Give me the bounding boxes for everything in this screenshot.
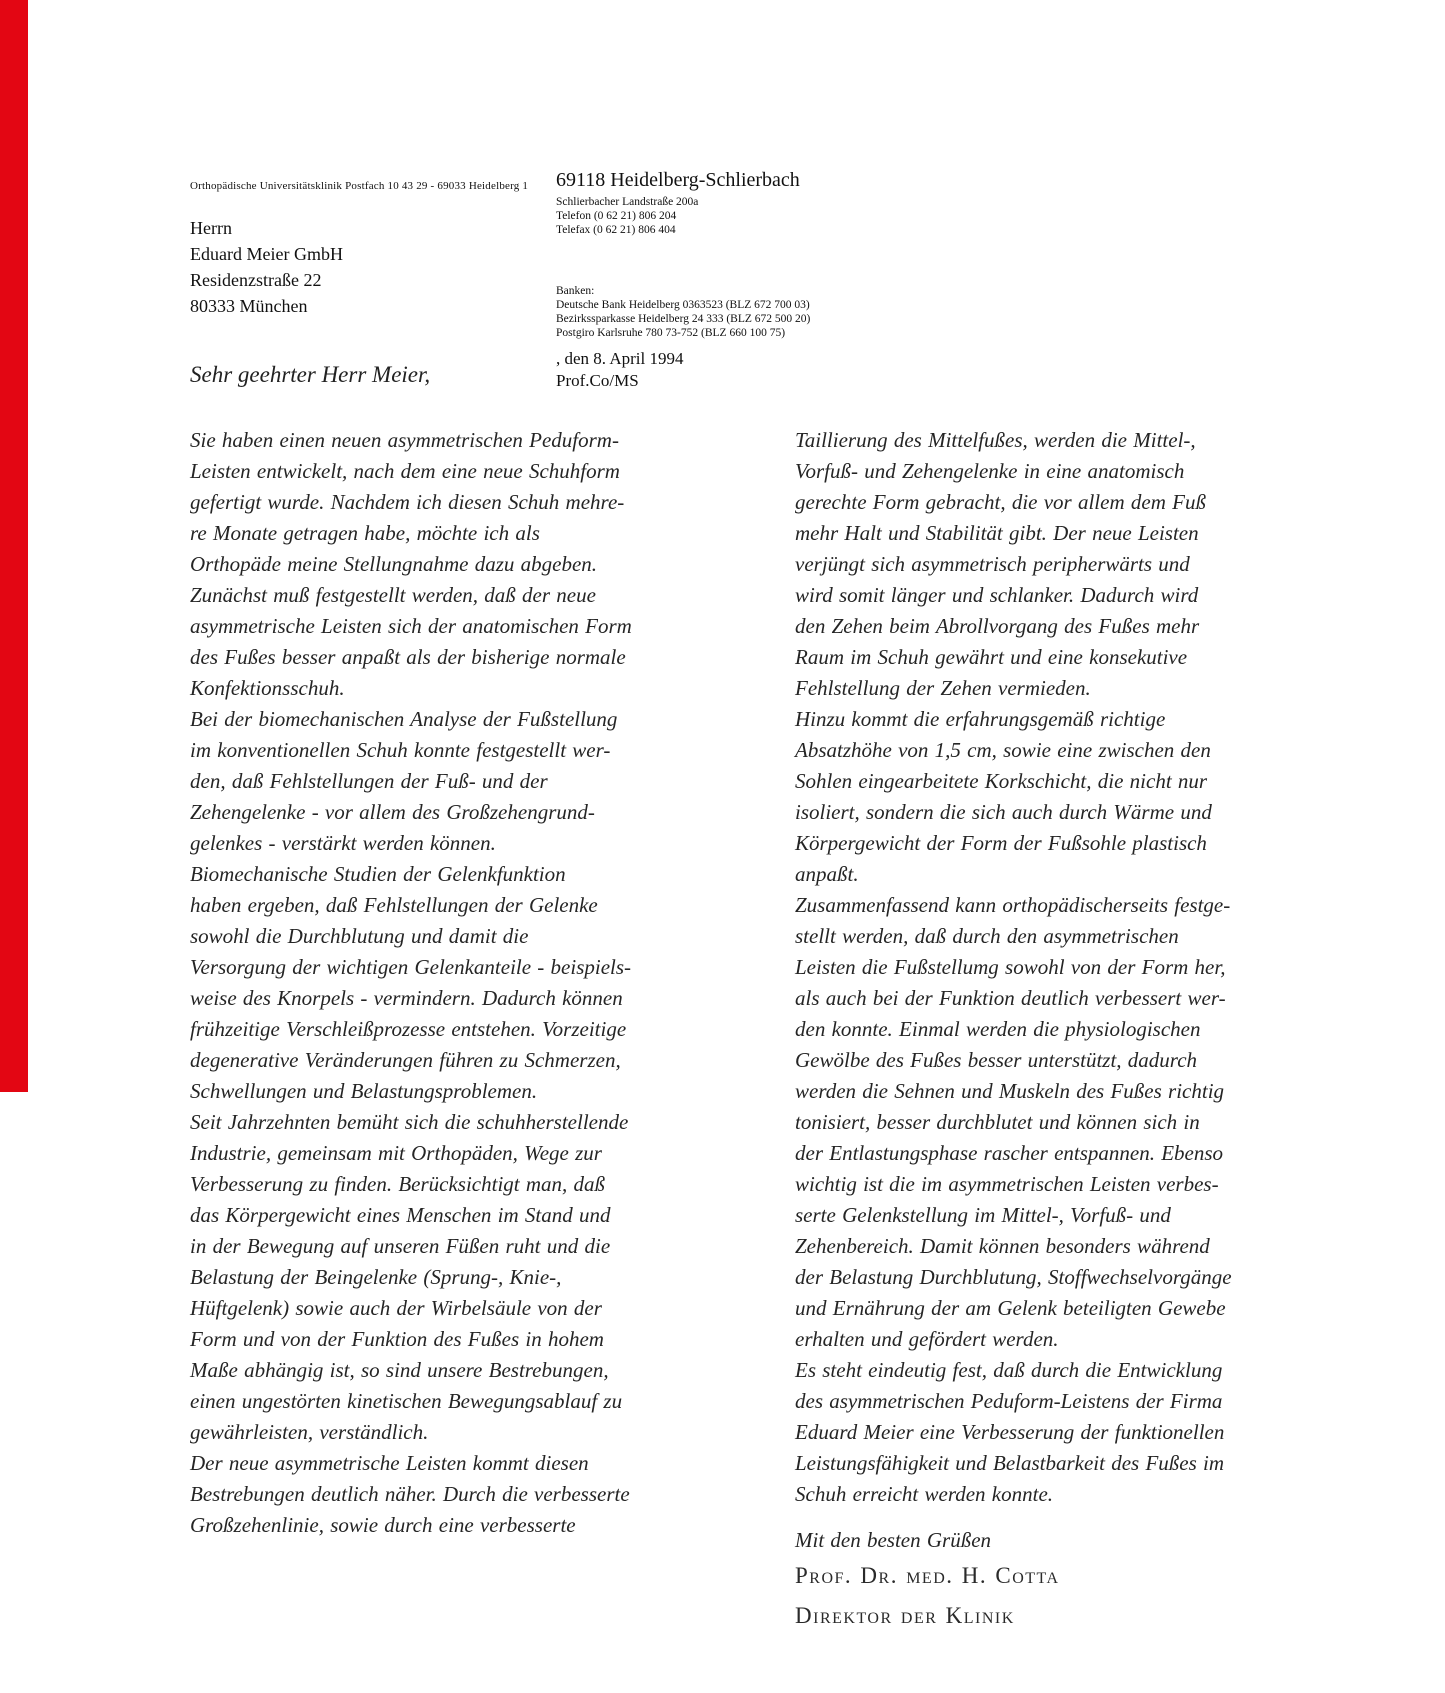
text-line: den konnte. Einmal werden die physiologischen (795, 1017, 1201, 1041)
text-line: erhalten und gefördert werden. (795, 1327, 1059, 1351)
text-line: Raum im Schuh gewährt und eine konsekutive (795, 645, 1188, 669)
text-line: , den 8. April 1994 (556, 349, 684, 368)
text-line: Schwellungen und Belastungsproblemen. (190, 1079, 538, 1103)
text-line: Zehengelenke - vor allem des Großzehengrund- (190, 800, 595, 824)
text-line: Zehenbereich. Damit können besonders während (795, 1234, 1210, 1258)
text-line: Absatzhöhe von 1,5 cm, sowie eine zwischen den (795, 738, 1211, 762)
text-line: Hüftgelenk) sowie auch der Wirbelsäule von der (190, 1296, 602, 1320)
text-line: gerechte Form gebracht, die vor allem dem Fuß (795, 490, 1206, 514)
body-left-column (190, 425, 690, 1541)
text-line: gefertigt wurde. Nachdem ich diesen Schuh mehre- (190, 490, 625, 514)
text-line: Banken: (556, 285, 595, 297)
body-right-column-lines (795, 425, 1295, 1510)
text-line: Telefon (0 62 21) 806 204 (556, 210, 677, 222)
office-contact-lines (556, 195, 800, 237)
text-line: Gewölbe des Fußes besser unterstützt, dadurch (795, 1048, 1198, 1072)
text-line: Belastung der Beingelenke (Sprung-, Knie-, (190, 1265, 562, 1289)
text-line: Schlierbacher Landstraße 200a (556, 196, 699, 208)
text-line: Es steht eindeutig fest, daß durch die Entwicklung (795, 1358, 1223, 1382)
text-line: stellt werden, daß durch den asymmetrischen (795, 924, 1179, 948)
text-line: des asymmetrischen Peduform-Leistens der Firma (795, 1389, 1223, 1413)
text-line: Residenzstraße 22 (190, 270, 322, 290)
text-line: das Körpergewicht eines Menschen im Stand und (190, 1203, 611, 1227)
text-line: des Fußes besser anpaßt als der bisherige normale (190, 645, 626, 669)
recipient-address-block (190, 215, 343, 293)
text-line: serte Gelenkstellung im Mittel-, Vorfuß- und (795, 1203, 1171, 1227)
text-line: Bestrebungen deutlich näher. Durch die verbesserte (190, 1482, 630, 1506)
text-line: verjüngt sich asymmetrisch peripherwärts und (795, 552, 1190, 576)
text-line: wird somit länger und schlanker. Dadurch wird (795, 583, 1199, 607)
text-line: gelenkes - verstärkt werden können. (190, 831, 496, 855)
text-line: Verbesserung zu finden. Berücksichtigt man, daß (190, 1172, 606, 1196)
text-line: Fehlstellung der Zehen vermieden. (795, 676, 1091, 700)
text-line: gewährleisten, verständlich. (190, 1420, 429, 1444)
text-line: weise des Knorpels - vermindern. Dadurch können (190, 986, 623, 1010)
signer-title: Direktor der Klinik (795, 1603, 1015, 1628)
text-line: frühzeitige Verschleißprozesse entstehen. Vorzeitige (190, 1017, 627, 1041)
text-line: als auch bei der Funktion deutlich verbessert wer- (795, 986, 1226, 1010)
text-line: einen ungestörten kinetischen Bewegungsablauf zu (190, 1389, 623, 1413)
text-line: Postgiro Karlsruhe 780 73-752 (BLZ 660 100 75) (556, 327, 786, 339)
text-line: Form und von der Funktion des Fußes in hohem (190, 1327, 604, 1351)
bank-details-block (556, 284, 810, 340)
text-line: Taillierung des Mittelfußes, werden die Mittel-, (795, 428, 1196, 452)
text-line: Zusammenfassend kann orthopädischerseits festge- (795, 893, 1231, 917)
text-line: Bei der biomechanischen Analyse der Fußstellung (190, 707, 618, 731)
text-line: Eduard Meier eine Verbesserung der funktionellen (795, 1420, 1225, 1444)
recipient-city: 80333 München (190, 296, 308, 316)
text-line: Prof.Co/MS (556, 371, 639, 390)
text-line: Konfektionsschuh. (190, 676, 345, 700)
text-line: Vorfuß- und Zehengelenke in eine anatomisch (795, 459, 1185, 483)
text-line: Orthopäde meine Stellungnahme dazu abgeben. (190, 552, 598, 576)
text-line: wichtig ist die im asymmetrischen Leisten verbes- (795, 1172, 1219, 1196)
text-line: Herrn (190, 218, 232, 238)
text-line: den Zehen beim Abrollvorgang des Fußes mehr (795, 614, 1200, 638)
text-line: in der Bewegung auf unseren Füßen ruht und die (190, 1234, 611, 1258)
body-right-column (795, 425, 1295, 1636)
sender-return-address: Orthopädische Universitätsklinik Postfach 10 43 29 - 69033 Heidelberg 1 (190, 180, 529, 192)
text-line: mehr Halt und Stabilität gibt. Der neue Leisten (795, 521, 1199, 545)
text-line: Hinzu kommt die erfahrungsgemäß richtige (795, 707, 1166, 731)
text-line: anpaßt. (795, 862, 859, 886)
text-line: der Entlastungsphase rascher entspannen. Ebenso (795, 1141, 1224, 1165)
text-line: Telefax (0 62 21) 806 404 (556, 224, 676, 236)
text-line: Zunächst muß festgestellt werden, daß der neue (190, 583, 596, 607)
text-line: Bezirkssparkasse Heidelberg 24 333 (BLZ 672 500 20) (556, 313, 811, 325)
text-line: Biomechanische Studien der Gelenkfunktion (190, 862, 566, 886)
text-line: Körpergewicht der Form der Fußsohle plastisch (795, 831, 1207, 855)
closing-greeting: Mit den besten Grüßen (795, 1528, 992, 1552)
text-line: werden die Sehnen und Muskeln des Fußes richtig (795, 1079, 1225, 1103)
office-city: 69118 Heidelberg-Schlierbach (556, 169, 800, 191)
text-line: Der neue asymmetrische Leisten kommt diesen (190, 1451, 589, 1475)
text-line: Industrie, gemeinsam mit Orthopäden, Wege zur (190, 1141, 602, 1165)
text-line: Deutsche Bank Heidelberg 0363523 (BLZ 672 700 03) (556, 299, 810, 311)
text-line: Schuh erreicht werden konnte. (795, 1482, 1054, 1506)
text-line: Maße abhängig ist, so sind unsere Bestrebungen, (190, 1358, 609, 1382)
text-line: re Monate getragen habe, möchte ich als (190, 521, 540, 545)
text-line: haben ergeben, daß Fehlstellungen der Gelenke (190, 893, 598, 917)
salutation: Sehr geehrter Herr Meier, (190, 362, 431, 387)
text-line: degenerative Veränderungen führen zu Schmerzen, (190, 1048, 621, 1072)
date-reference-block (556, 348, 684, 392)
text-line: der Belastung Durchblutung, Stoffwechselvorgänge (795, 1265, 1232, 1289)
red-edge-bar (0, 0, 28, 1092)
text-line: tonisiert, besser durchblutet und können sich in (795, 1110, 1200, 1134)
text-line: und Ernährung der am Gelenk beteiligten Gewebe (795, 1296, 1226, 1320)
text-line: asymmetrische Leisten sich der anatomischen Form (190, 614, 632, 638)
text-line: Leistungsfähigkeit und Belastbarkeit des Fußes im (795, 1451, 1225, 1475)
text-line: Großzehenlinie, sowie durch eine verbesserte (190, 1513, 576, 1537)
signer-name: Prof. Dr. med. H. Cotta (795, 1563, 1060, 1588)
text-line: im konventionellen Schuh konnte festgestellt wer- (190, 738, 611, 762)
text-line: den, daß Fehlstellungen der Fuß- und der (190, 769, 548, 793)
text-line: Leisten die Fußstellumg sowohl von der Form her, (795, 955, 1226, 979)
text-line: sowohl die Durchblutung und damit die (190, 924, 529, 948)
text-line: Seit Jahrzehnten bemüht sich die schuhherstellende (190, 1110, 629, 1134)
text-line: Leisten entwickelt, nach dem eine neue Schuhform (190, 459, 620, 483)
text-line: isoliert, sondern die sich auch durch Wärme und (795, 800, 1212, 824)
text-line: Sie haben einen neuen asymmetrischen Peduform- (190, 428, 619, 452)
office-address-block (556, 168, 800, 237)
text-line: Eduard Meier GmbH (190, 244, 343, 264)
text-line: Versorgung der wichtigen Gelenkanteile - beispiels- (190, 955, 632, 979)
text-line: Sohlen eingearbeitete Korkschicht, die nicht nur (795, 769, 1208, 793)
